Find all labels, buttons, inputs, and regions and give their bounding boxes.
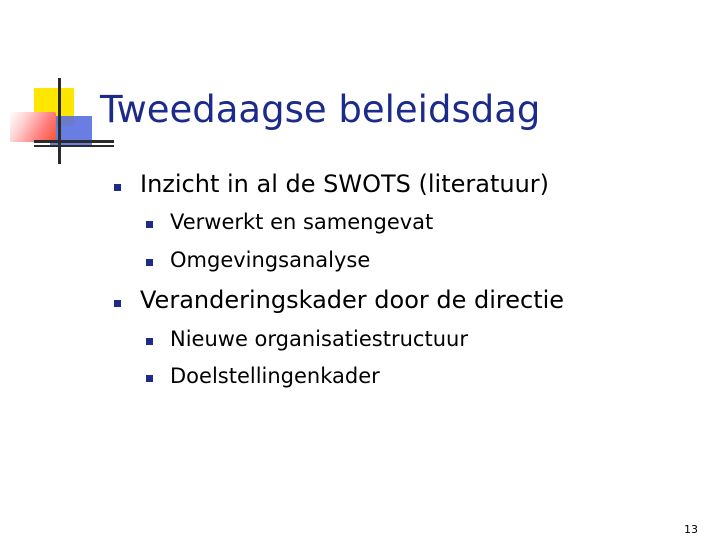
sub-bullet-text: Doelstellingenkader	[170, 364, 380, 388]
square-bullet-icon	[146, 259, 153, 266]
bullet-text: Inzicht in al de SWOTS (literatuur)	[140, 170, 550, 198]
logo-red-square	[10, 112, 56, 142]
slide-logo	[0, 0, 110, 175]
logo-horizontal-line	[34, 140, 114, 143]
square-bullet-icon	[114, 184, 121, 191]
logo-horizontal-line-2	[34, 145, 114, 147]
sub-bullet-text: Nieuwe organisatiestructuur	[170, 327, 468, 351]
sub-bullet-text: Omgevingsanalyse	[170, 248, 371, 272]
page-number: 13	[684, 523, 698, 536]
square-bullet-icon	[146, 338, 153, 345]
square-bullet-icon	[146, 375, 153, 382]
sub-bullet-text: Verwerkt en samengevat	[170, 210, 434, 234]
square-bullet-icon	[146, 221, 153, 228]
slide-title: Tweedaagse beleidsdag	[100, 88, 541, 131]
square-bullet-icon	[114, 300, 121, 307]
logo-vertical-line	[58, 78, 61, 164]
bullet-text: Veranderingskader door de directie	[140, 286, 565, 314]
